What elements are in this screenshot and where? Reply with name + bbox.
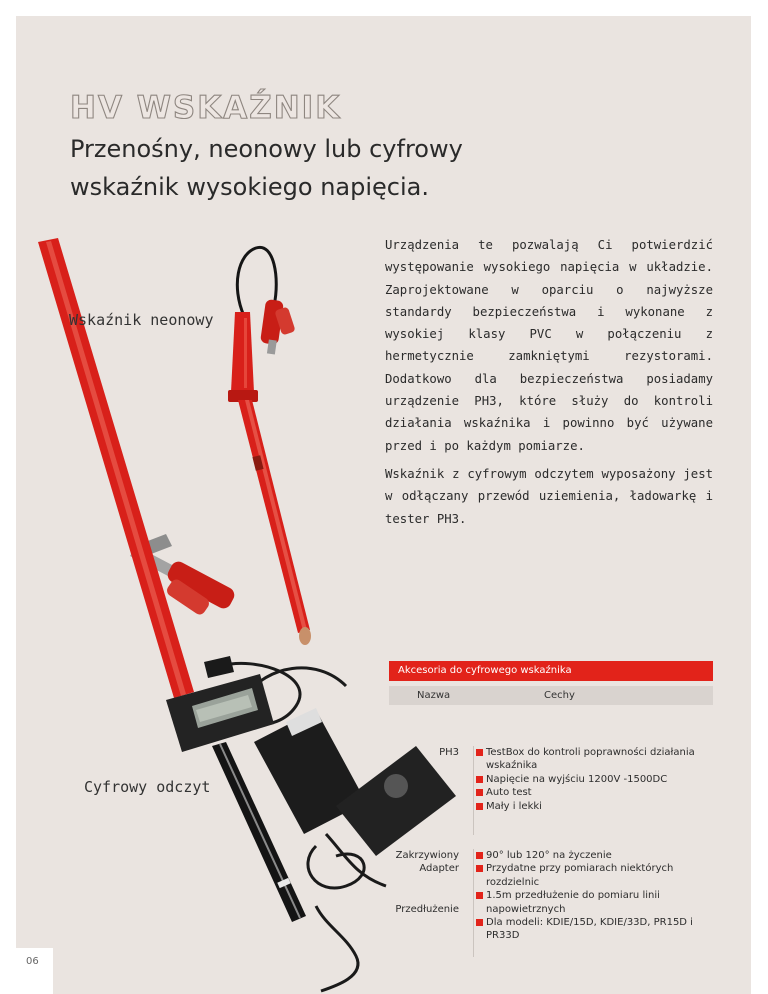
column-features: Cechy bbox=[544, 690, 575, 701]
accessory-name-spacer bbox=[389, 889, 459, 902]
charger-plug bbox=[204, 656, 234, 678]
accessories-table bbox=[389, 661, 713, 942]
accessories-column-header bbox=[389, 686, 713, 705]
accessory-name: PH3 bbox=[439, 747, 459, 758]
description-paragraph-1: Urządzenia te pozwalają Ci potwierdzić występowanie wysokiego napięcia w układzie. Zaprojektowane w oparciu o najwyższe standardy bezpieczeństwa i wykonane z wysokiej klasy PVC w połączeniu z hermetycznie zamkniętymi rezystorami. Dodatkowo dla bezpieczeństwa posiadamy urządzenie PH3, które służy do kontroli działania wskaźnika i powinno być używane przed i po każdym pomiarze. bbox=[385, 238, 713, 453]
feature-item: Dla modeli: KDIE/15D, KDIE/33D, PR15D i PR33D bbox=[476, 916, 716, 943]
digital-readout-label: Cyfrowy odczyt bbox=[84, 778, 211, 796]
column-name: Nazwa bbox=[417, 690, 451, 701]
feature-item: TestBox do kontroli poprawności działania wskaźnika bbox=[476, 746, 716, 773]
brochure-page bbox=[16, 16, 751, 994]
product-description bbox=[385, 234, 713, 536]
feature-item: Przydatne przy pomiarach niektórych rozdzielnic bbox=[476, 862, 716, 889]
feature-item: 1.5m przedłużenie do pomiaru linii napowietrznych bbox=[476, 889, 716, 916]
headline-line-2: wskaźnik wysokiego napięcia. bbox=[70, 173, 430, 201]
accessory-name-spacer bbox=[389, 876, 459, 889]
accessory-name: Zakrzywiony bbox=[395, 850, 459, 861]
ph3-tester bbox=[336, 746, 456, 856]
accessory-name: Przedłużenie bbox=[395, 903, 459, 915]
neon-probe bbox=[228, 312, 311, 645]
page-number-tab bbox=[16, 948, 53, 994]
brand-title: HV WSKAŹNIK bbox=[70, 90, 342, 126]
page-number: 06 bbox=[26, 956, 39, 967]
headline-line-1: Przenośny, neonowy lub cyfrowy bbox=[70, 135, 463, 163]
accessory-features bbox=[473, 849, 716, 957]
neon-indicator-label: Wskaźnik neonowy bbox=[69, 311, 214, 329]
accessory-names bbox=[389, 849, 459, 916]
feature-item: Mały i lekki bbox=[476, 800, 716, 813]
neon-probe-clip bbox=[260, 299, 296, 355]
feature-item: Napięcie na wyjściu 1200V -1500DC bbox=[476, 773, 716, 786]
accessory-features bbox=[473, 746, 716, 835]
feature-item: Auto test bbox=[476, 786, 716, 799]
accessories-table-title: Akcesoria do cyfrowego wskaźnika bbox=[389, 661, 713, 681]
feature-item: 90° lub 120° na życzenie bbox=[476, 849, 716, 862]
description-paragraph-2: Wskaźnik z cyfrowym odczytem wyposażony jest w odłączany przewód uziemienia, ładowarkę i tester PH3. bbox=[385, 466, 713, 526]
accessory-name: Adapter bbox=[419, 863, 459, 875]
accessory-names bbox=[389, 746, 459, 759]
coiled-cable bbox=[308, 834, 386, 991]
